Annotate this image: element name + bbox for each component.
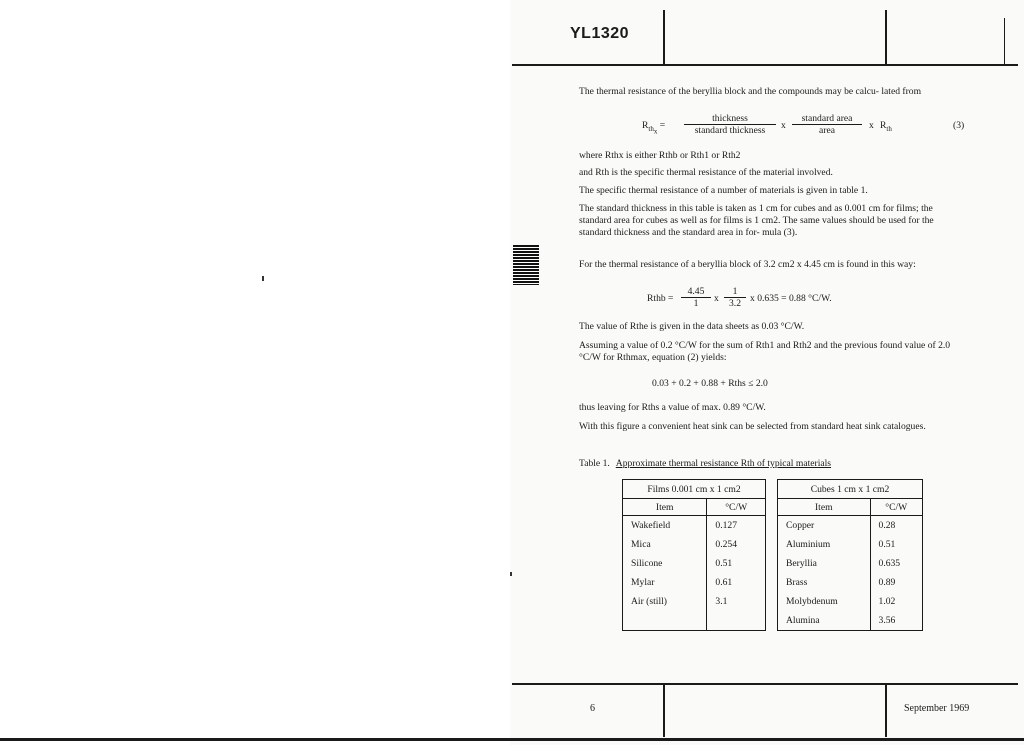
where-line: where Rthx is either Rthb or Rth1 or Rth2 — [579, 150, 741, 161]
and-line: and Rth is the specific thermal resistance of the material involved. — [579, 167, 833, 178]
item-cell: Wakefield — [623, 516, 707, 536]
value-cell: 0.61 — [707, 573, 766, 592]
rth-symbol: $R_{th}$ — [880, 120, 892, 133]
standard-paragraph: The standard thickness in this table is taken as 1 cm for cubes and as 0.001 cm for films; the standard area for cubes as well as for films is 1 cm2. The same values should be used for the standard thickness and the standard area in for- mula (3). — [579, 203, 934, 238]
footer-divider — [663, 685, 665, 737]
table-row — [623, 592, 766, 611]
value-cell: 0.89 — [870, 573, 922, 592]
with-paragraph: With this figure a convenient heat sink can be selected from standard heat sink catalogues. — [579, 421, 926, 432]
times-sign: x — [714, 293, 719, 304]
item-cell: Air (still) — [623, 592, 707, 611]
page-number: 6 — [590, 703, 595, 714]
item-cell — [623, 611, 707, 631]
table-row — [778, 573, 923, 592]
formula-lhs: Rthb = — [647, 293, 674, 304]
footer-rule — [512, 683, 1018, 685]
value-cell: 0.127 — [707, 516, 766, 536]
formula-lhs: $R_{th_x}$ = — [642, 120, 666, 136]
scan-speck — [262, 276, 264, 281]
thus-line: thus leaving for Rths a value of max. 0.89 °C/W. — [579, 402, 766, 413]
item-cell: Molybdenum — [778, 592, 871, 611]
footer-divider — [885, 685, 887, 737]
table-row — [778, 611, 923, 631]
value-cell: 3.56 — [870, 611, 922, 631]
value-line: The value of Rthe is given in the data sheets as 0.03 °C/W. — [579, 321, 805, 332]
value-cell: 0.254 — [707, 535, 766, 554]
value-cell: 0.635 — [870, 554, 922, 573]
times-sign: x — [781, 120, 786, 131]
specific-line: The specific thermal resistance of a number of materials is given in table 1. — [579, 185, 868, 196]
table-row — [778, 592, 923, 611]
column-header-unit: °C/W — [870, 499, 922, 516]
cubes-table — [777, 479, 923, 631]
header-divider — [1004, 18, 1005, 64]
films-table — [622, 479, 766, 631]
item-cell: Brass — [778, 573, 871, 592]
assuming-paragraph: Assuming a value of 0.2 °C/W for the sum of Rth1 and Rth2 and the previous found value of 2.0 °C/W for Rthmax, equation (2) yields: — [579, 340, 951, 363]
table-caption — [579, 458, 831, 469]
table-label: Table 1. — [579, 458, 610, 469]
item-cell: Beryllia — [778, 554, 871, 573]
document-page — [510, 0, 1024, 745]
scan-speck — [510, 572, 512, 576]
example-paragraph: For the thermal resistance of a beryllia block of 3.2 cm2 x 4.45 cm is found in this way: — [579, 259, 916, 270]
area-fraction: $\frac{1}{3.2}$ — [724, 286, 746, 309]
item-cell: Alumina — [778, 611, 871, 631]
times-sign: x — [869, 120, 874, 131]
sum-formula: 0.03 + 0.2 + 0.88 + Rths ≤ 2.0 — [652, 378, 768, 389]
films-heading: Films 0.001 cm x 1 cm2 — [623, 480, 766, 499]
table-row — [623, 554, 766, 573]
length-fraction: $\frac{4.45}{1}$ — [681, 286, 711, 309]
scan-mark — [513, 245, 539, 285]
table-row — [623, 535, 766, 554]
bottom-edge — [0, 738, 1024, 741]
header-divider — [663, 10, 665, 64]
column-header-unit: °C/W — [707, 499, 766, 516]
table-row — [623, 611, 766, 631]
cubes-heading: Cubes 1 cm x 1 cm2 — [778, 480, 923, 499]
intro-paragraph: The thermal resistance of the beryllia block and the compounds may be calcu- lated from — [579, 86, 922, 97]
table-row — [778, 516, 923, 536]
table-row — [778, 535, 923, 554]
table-row — [778, 554, 923, 573]
formula-result: x 0.635 = 0.88 °C/W. — [750, 293, 832, 304]
table-row — [623, 516, 766, 536]
value-cell: 1.02 — [870, 592, 922, 611]
table-row — [623, 573, 766, 592]
equation-number: (3) — [953, 120, 965, 131]
item-cell: Silicone — [623, 554, 707, 573]
value-cell — [707, 611, 766, 631]
value-cell: 3.1 — [707, 592, 766, 611]
area-fraction: standard area area — [792, 113, 862, 136]
item-cell: Mylar — [623, 573, 707, 592]
document-code: YL1320 — [570, 25, 630, 42]
header-divider — [885, 10, 887, 64]
thickness-fraction: thickness standard thickness — [684, 113, 776, 136]
item-cell: Mica — [623, 535, 707, 554]
item-cell: Aluminium — [778, 535, 871, 554]
value-cell: 0.51 — [707, 554, 766, 573]
issue-date: September 1969 — [904, 703, 970, 714]
value-cell: 0.28 — [870, 516, 922, 536]
table-title: Approximate thermal resistance Rth of typical materials — [615, 458, 832, 469]
column-header-item: Item — [623, 499, 707, 516]
column-header-item: Item — [778, 499, 871, 516]
item-cell: Copper — [778, 516, 871, 536]
value-cell: 0.51 — [870, 535, 922, 554]
header-rule — [512, 64, 1018, 66]
